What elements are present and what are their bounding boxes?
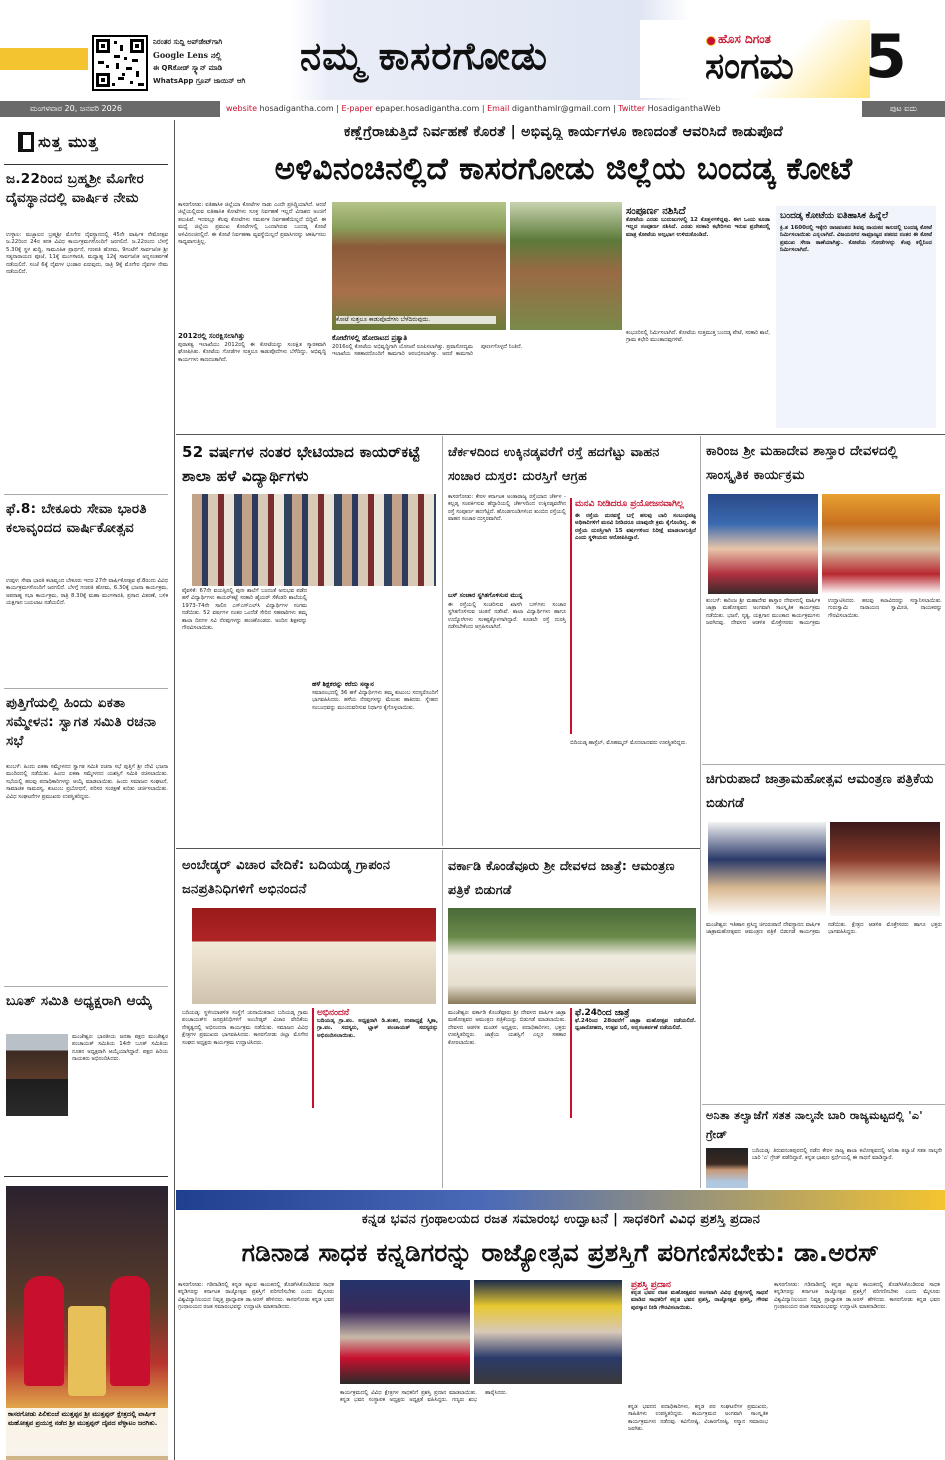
page-label: ಪುಟ ಐದು bbox=[889, 104, 918, 113]
road-box-body: ಈ ರಸ್ತೆಯ ದುರವಸ್ಥೆ ಬಗ್ಗೆ ಹಲವು ಬಾರಿ ಸಂಬಂಧಪಟ್ಟ ಅಧಿಕಾರಿಗಳಿಗೆ ಮನವಿ ನೀಡಿದರೂ ಯಾವುದೇ ಕ್ರಮ ಕೈಗೊಂಡಿಲ್ಲ. ಈ ರಸ್ತೆಯ ದುರಸ್ತಿಗಾಗಿ 15 ವರ್ಷಗಳಿಂದ ನಿರೀಕ್ಷೆ ಮಾಡಲಾಗುತ್ತಿದೆ ಎಂದು ಸ್ಥಳೀಯರು ಆರೋಪಿಸಿದ್ದಾರೆ. bbox=[575, 513, 696, 542]
contact-strip: website hosadigantha.com | E-paper epaper.hosadigantha.com | Email diganthamlr@gmail.com | Twitter HosadiganthaWeb bbox=[226, 104, 721, 113]
sidebar-story-2-headline: ಫೆ.8: ಬೇಕೂರು ಸೇವಾ ಭಾರತಿ ಕಲಾವೃಂದದ ವಾರ್ಷಿಕೋತ್ಸವ bbox=[6, 501, 147, 536]
road-headline: ಚೆರ್ಕಳದಿಂದ ಉಕ್ಕಿನಡ್ಕವರೆಗೆ ರಸ್ತೆ ಹದಗೆಟ್ಟು ವಾಹನ ಸಂಚಾರ ದುಸ್ತರ: ದುರಸ್ತಿಗೆ ಆಗ್ರಹ bbox=[448, 444, 660, 483]
story-road bbox=[444, 436, 698, 846]
masthead bbox=[0, 0, 945, 100]
sidebar-story-2-body: ಉಪ್ಪಳ: ಸೇವಾ ಭಾರತಿ ಕಲಾವೃಂದ ಬೇಕೂರು ಇದರ 27ನೇ ವಾರ್ಷಿಕೋತ್ಸವ ಫೆ.8ರಂದು ವಿವಿಧ ಕಾರ್ಯಕ್ರಮಗಳೊಂದಿಗೆ ಜರಗಲಿದೆ. ಬೆಳಗ್ಗೆ ಗಣಪತಿ ಹೋಮ, 6.30ಕ್ಕೆ ಭಜನಾ ಕಾರ್ಯಕ್ರಮ, ಅಪರಾಹ್ನ ಸಭಾ ಕಾರ್ಯಕ್ರಮ, ರಾತ್ರಿ 8.30ಕ್ಕೆ ಮಹಾ ಮಂಗಳಾರತಿ, ಪ್ರಸಾದ ವಿತರಣೆ, ಬಳಿಕ ಯಕ್ಷಗಾನ ಬಯಲಾಟ ನಡೆಯಲಿದೆ. bbox=[6, 578, 168, 607]
chiguru-photo-1 bbox=[708, 822, 826, 916]
lead-body-2: ಪುರಾತತ್ವ ಇಲಾಖೆಯು 2012ರಲ್ಲಿ ಈ ಕೋಟೆಯನ್ನು ಸಂರಕ್ಷಿತ ಸ್ಮಾರಕವಾಗಿ ಘೋಷಿಸಿತು. ಕೋಟೆಯ ಗೋಡೆಗಳ ಸುತ್ತಲೂ ಕಾಡುಪೊದೆಗಳು ಬೆಳೆದಿದ್ದು, ಅಭಿವೃದ್ಧಿ ಕಾರ್ಯಗಳು ಕಾಣದಂತಾಗಿದೆ. bbox=[178, 342, 326, 363]
sidebar-story-3-headline: ಪುತ್ತಿಗೆಯಲ್ಲಿ ಹಿಂದು ಏಕತಾ ಸಮ್ಮೇಳನ: ಸ್ವಾಗತ ಸಮಿತಿ ರಚನಾ ಸಭೆ bbox=[6, 695, 157, 749]
varkadi-photo bbox=[448, 908, 696, 1004]
twitter-label: Twitter bbox=[618, 104, 646, 113]
alumni-body-2: ಸಮಾರಂಭದಲ್ಲಿ 36 ಹಳೆ ವಿದ್ಯಾರ್ಥಿಗಳು ತಮ್ಮ ಕುಟುಂಬ ಸದಸ್ಯರೊಂದಿಗೆ ಭಾಗವಹಿಸಿದರು. ಹಳೆಯ ನೆನಪುಗಳನ್ನು ಮೆಲುಕು ಹಾಕಿದರು. ಸ್ನೇಹದ ಸಂಬಂಧವನ್ನು ಮುಂದುವರಿಸುವ ನಿರ್ಧಾರ ಕೈಗೊಳ್ಳಲಾಯಿತು. bbox=[312, 690, 438, 711]
brand-small: ಹೊಸ ದಿಗಂತ bbox=[718, 32, 771, 46]
epaper-label: E-paper bbox=[341, 104, 373, 113]
karinja-body: ಕುಂಬಳೆ: ಕಾರಿಂಜ ಶ್ರೀ ಮಹಾದೇವ ಶಾಸ್ತಾರ ದೇವಳದಲ್ಲಿ ವಾರ್ಷಿಕ ಜಾತ್ರಾ ಮಹೋತ್ಸವದ ಅಂಗವಾಗಿ ಸಾಂಸ್ಕೃತಿಕ ಕಾರ್ಯಕ್ರಮ ನಡೆಯಿತು. ಭಜನೆ, ನೃತ್ಯ, ಯಕ್ಷಗಾನ ಮುಂತಾದ ಕಾರ್ಯಕ್ರಮಗಳು ಜರಗಿದವು. ದೇವಳದ ಆಡಳಿತ ಮೊಕ್ತೇಸರರು ಕಾರ್ಯಕ್ರಮ ಉದ್ಘಾಟಿಸಿದರು. ಹಲವು ಕಲಾವಿದರನ್ನು ಸನ್ಮಾನಿಸಲಾಯಿತು. ಗುರುಸ್ವಾಮಿ ನಾರಾಯಣ ಸ್ವಾಮೀಜಿ, ನಾಯಕರನ್ನು ಗೌರವಿಸಲಾಯಿತು. bbox=[706, 598, 942, 627]
temple-caption: ಕಾಸರಗೋಡು ಪಿಲಿಕುಂಜೆ ಮುತ್ತಪ್ಪನ ಶ್ರೀ ಮುತ್ತಪ್ಪನ್ ಕ್ಷೇತ್ರದಲ್ಲಿ ವಾರ್ಷಿಕ ಮಹೋತ್ಸವ ಪ್ರಯುಕ್ತ ನಡೆದ ಶ್ರೀ ಮುತ್ತಪ್ಪನ್ ದೈವದ ವೆಳ್ಳಾಟಂ ಜರಗಿತು. bbox=[6, 1408, 168, 1456]
ambedkar-box-head: ಅಭಿನಂದನೆ bbox=[317, 1008, 350, 1018]
varkadi-box bbox=[570, 1008, 696, 1118]
masthead-accent bbox=[0, 48, 88, 70]
website-label: website bbox=[226, 104, 257, 113]
email-label: Email bbox=[487, 104, 510, 113]
road-box bbox=[570, 498, 696, 734]
fort-photo-2 bbox=[510, 202, 622, 330]
lead-box bbox=[626, 206, 770, 326]
lead-kicker: ಕಣ್ಣೆಗ್ರೆರಾಚುತ್ತಿದೆ ನಿರ್ವಹಣೆ ಕೊರತೆ | ಅಭಿವೃದ್ಧಿ ಕಾರ್ಯಗಳೂ ಕಾಣದಂತೆ ಆವರಿಸಿದೆ ಕಾಡುಪೊದೆ bbox=[344, 124, 783, 140]
page-number: 5 bbox=[865, 22, 907, 92]
anitha-photo bbox=[706, 1148, 748, 1188]
person-photo bbox=[6, 1034, 68, 1116]
date-strip bbox=[0, 101, 220, 117]
story-chiguru-head bbox=[702, 766, 945, 820]
epaper-link[interactable]: epaper.hosadigantha.com bbox=[375, 104, 480, 113]
book-icon bbox=[18, 132, 34, 152]
lead-body-1 bbox=[178, 202, 326, 330]
varkadi-box-head: ಫೆ.24ರಿಂದ ಜಾತ್ರೆ bbox=[575, 1008, 630, 1018]
road-sub: ಬಸ್ ಸಂಚಾರ ಸ್ಥಗಿತಗೊಳಿಸುವ ಮುನ್ನ bbox=[448, 592, 523, 599]
story-ambedkar bbox=[178, 850, 440, 1188]
bottom-box-body: ಕನ್ನಡ ಭವನ ರಜತ ಮಹೋತ್ಸವದ ಅಂಗವಾಗಿ ವಿವಿಧ ಕ್ಷೇತ್ರಗಳಲ್ಲಿ ಸಾಧನೆ ಮಾಡಿದ ಸಾಧಕರಿಗೆ ಕನ್ನಡ ಭವನ ಪ್ರಶಸ್ತಿ, ರಾಜ್ಯೋತ್ಸವ ಪ್ರಶಸ್ತಿ, ಗೌರವ ಪುರಸ್ಕಾರ ನೀಡಿ ಗೌರವಿಸಲಾಯಿತು. bbox=[631, 1290, 768, 1311]
sidebar-logo bbox=[18, 128, 158, 156]
qr-line-4: WhatsApp ಗ್ರೂಪ್ ಜಾಯಿನ್ ಆಗಿ bbox=[153, 77, 246, 85]
info-bar bbox=[0, 101, 945, 117]
lead-body-3: 2016ರಲ್ಲಿ ಕೋಟೆಯ ಅಭಿವೃದ್ಧಿಗಾಗಿ ಯೋಜನೆ ರೂಪಿಸಲಾಗಿತ್ತು. ಪ್ರವಾಸೋದ್ಯಮ ಇಲಾಖೆಯ ಸಹಕಾರದೊಂದಿಗೆ ಕಾಮಗಾರಿ ಆರಂಭಿಸಲಾಗಿತ್ತು. ಆದರೆ ಕಾಮಗಾರಿ ಪೂರ್ಣಗೊಳ್ಳದೆ ನಿಂತಿದೆ. bbox=[332, 344, 523, 358]
lamp-icon bbox=[706, 36, 716, 46]
bottom-photo-2 bbox=[474, 1280, 622, 1384]
story-varkadi bbox=[444, 850, 698, 1188]
story-chiguru bbox=[702, 822, 945, 1102]
ambedkar-box-body: ಬದಿಯಡ್ಕ ಗ್ರಾ.ಪಂ. ಅಧ್ಯಕ್ಷರಾಗಿ ಡಿ.ಶಂಕರ, ಉಪಾಧ್ಯಕ್ಷೆ ಸ್ಮಿತಾ, ಗ್ರಾ.ಪಂ. ಸದಸ್ಯರು, ಬ್ಲಾಕ್ ಪಂಚಾಯತ್ ಸದಸ್ಯರನ್ನು ಅಭಿನಂದಿಸಲಾಯಿತು. bbox=[317, 1018, 438, 1039]
lead-body-1-text: ಕಾಸರಗೋಡು: ಐತಿಹಾಸಿಕ ಜಿಲ್ಲೆಯಾ ಕೋಟೆಗಳ ನಾಡು ಎಂದೇ ಪ್ರಸಿದ್ಧಿಯಾಗಿದೆ. ಆದರೆ ಜಿಲ್ಲೆಯಲ್ಲಿರುವ ಐತಿಹಾಸಿಕ ಕೋಟೆಗಳು ಸೂಕ್ತ ನಿರ್ವಹಣೆ ಇಲ್ಲದೆ ವಿನಾಶದ ಅಂಚಿಗೆ ತಲುಪಿವೆ. ಇದರಲ್ಲೂ ಕೆಲವು ಕೋಟೆಗಳು ಸಮರ್ಪಕ ನಿರ್ವಹಣೆಯಿಲ್ಲದೆ ಬಿದ್ದಿವೆ. ಈ ಮಧ್ಯೆ ಜಿಲ್ಲೆಯ ಪ್ರಮುಖ ಕೋಟೆಗಳಲ್ಲಿ ಒಂದಾಗಿರುವ ಬಂದಡ್ಕ ಕೋಟೆ ಅಳಿವಿನಂಚಿನಲ್ಲಿದೆ. ಈ ಕೋಟೆ ನಿರ್ವಹಣಾ ವ್ಯವಸ್ಥೆಯಿಲ್ಲದೆ ಪ್ರವಾಸಿಗರನ್ನು ಆಕರ್ಷಿಸಲು ಸಾಧ್ಯವಾಗುತ್ತಿಲ್ಲ. bbox=[178, 202, 326, 246]
karinja-headline: ಕಾರಿಂಜ ಶ್ರೀ ಮಹಾದೇವ ಶಾಸ್ತಾರ ದೇವಳದಲ್ಲಿ ಸಾಂಸ್ಕೃತಿಕ ಕಾರ್ಯಕ್ರಮ bbox=[706, 444, 898, 483]
chiguru-headline: ಚಿಗುರುಪಾದೆ ಜಾತ್ರಾಮಹೋತ್ಸವ ಆಮಂತ್ರಣ ಪತ್ರಿಕೆಯ ಬಿಡುಗಡೆ bbox=[706, 772, 934, 811]
bottom-photo-1 bbox=[340, 1280, 470, 1384]
bottom-body-4: ಕಾಸರಗೋಡು: ಗಡಿನಾಡಿನಲ್ಲಿ ಕನ್ನಡ ಕಟ್ಟುವ ಕಾಯಕದಲ್ಲಿ ತೊಡಗಿಸಿಕೊಂಡಿರುವ ಸಾಧಕ ಕನ್ನಡಿಗರನ್ನು ಕರ್ನಾಟಕ ರಾಜ್ಯೋತ್ಸವ ಪ್ರಶಸ್ತಿಗೆ ಪರಿಗಣಿಸಬೇಕು ಎಂದು ಮೈಸೂರು ವಿಶ್ವವಿದ್ಯಾನಿಲಯದ ನಿವೃತ್ತ ಪ್ರಾಧ್ಯಾಪಕ ಡಾ.ಅರಸ್ ಹೇಳಿದರು. ಕಾಸರಗೋಡು ಕನ್ನಡ ಭವನ ಗ್ರಂಥಾಲಯದ ರಜತ ಸಮಾರಂಭವನ್ನು ಉದ್ಘಾಟಿಸಿ ಮಾತನಾಡಿದರು. bbox=[774, 1282, 940, 1311]
ambedkar-box bbox=[312, 1008, 438, 1108]
lead-sidebox-body: ಕ್ರಿ.ಶ 1600ರಲ್ಲಿ ಇಕ್ಕೇರಿ ರಾಜವಂಶದ ಶಿವಪ್ಪ ನಾಯಕನ ಕಾಲದಲ್ಲಿ ಬಂದಡ್ಕ ಕೋಟೆ ನಿರ್ಮಿಸಲಾಯಿತು ಎನ್ನಲಾಗಿದೆ. ವಿಜಯನಗರ ಸಾಮ್ರಾಜ್ಯದ ಪತನದ ನಂತರ ಈ ಕೋಟೆ ಪ್ರಮುಖ ಸೇನಾ ಠಾಣೆಯಾಗಿತ್ತು. ಕೋಟೆಯ ಗೋಡೆಗಳನ್ನು ಕೆಂಪು ಕಲ್ಲಿನಿಂದ ನಿರ್ಮಿಸಲಾಗಿದೆ. bbox=[780, 225, 932, 254]
qr-line-2: Google Lens ನಲ್ಲಿ bbox=[153, 50, 222, 60]
karinja-photo-1 bbox=[708, 494, 818, 594]
road-tail: ಬಿದಿಯಡ್ಕ ಹಾಸ್ಟೆಲ್, ಮೊಹಮ್ಮದ್ ಮೊದಲಾದವರು ಉಪಸ್ಥಿತರಿದ್ದರು. bbox=[570, 740, 687, 746]
alumni-headline: 52 ವರ್ಷಗಳ ನಂತರ ಭೇಟಿಯಾದ ಕಾಯರ್‌ಕಟ್ಟೆ ಶಾಲಾ ಹಳೆ ವಿದ್ಯಾರ್ಥಿಗಳು bbox=[182, 443, 421, 485]
bottom-box bbox=[628, 1280, 768, 1400]
lead-box-body: ಕೋಟೆಯ ಎರಡು ಬುರುಜುಗಳಲ್ಲಿ 12 ಕೊತ್ತಳಗಳಿದ್ದವು. ಈಗ ಒಂದು ಕೂಡಾ ಇಲ್ಲದ ಸಂಪೂರ್ಣ ನಶಿಸಿದೆ. ಎರಡು ಸರಕಾರಿ ಕಛೇರಿಗಳು ಇರುವ ಪ್ರದೇಶದಲ್ಲಿ ಮಾತ್ರ ಕೋಟೆಯ ಅಲ್ಪಭಾಗ ಉಳಿದುಕೊಂಡಿದೆ. bbox=[626, 217, 770, 238]
road-body: ಕಾಸರಗೋಡು: ಕೇರಳ ಕರ್ನಾಟಕ ಅಂತಾರಾಜ್ಯ ರಸ್ತೆಯಾದ ಚೆರ್ಕಳ - ಕಲ್ಲಡ್ಕ ಸಂಪರ್ಕಿಸುವ ಹೆದ್ದಾರಿಯಲ್ಲಿ ಚೆರ್ಕಳದಿಂದ ಉಕ್ಕಿನಡ್ಕವರೆಗಿನ ರಸ್ತೆ ಸಂಪೂರ್ಣ ಹದಗೆಟ್ಟಿದೆ. ಹೊಂಡಗುಂಡಿಗಳಿಂದ ತುಂಬಿದ ರಸ್ತೆಯಲ್ಲಿ ವಾಹನ ಸಂಚಾರ ದುಸ್ತರವಾಗಿದೆ. bbox=[448, 494, 566, 523]
lead-body-4: ಕಂಭೂರಿನಲ್ಲಿ ನಿರ್ಮಿಸಲಾಗಿದೆ. ಕೋಟೆಯ ಸುತ್ತಮುತ್ತ ಬಂದಡ್ಕ ಪೇಟೆ, ಸರಕಾರಿ ಶಾಲೆ, ಗ್ರಾಮ ಕಛೇರಿ ಮುಂತಾದವುಗಳಿವೆ. bbox=[626, 330, 770, 344]
varkadi-body: ಮಂಜೇಶ್ವರ: ವರ್ಕಾಡಿ ಕೊಂಡೆವೂರು ಶ್ರೀ ದೇವಳದ ವಾರ್ಷಿಕ ಜಾತ್ರಾ ಮಹೋತ್ಸವದ ಆಮಂತ್ರಣ ಪತ್ರಿಕೆಯನ್ನು ಬಿಡುಗಡೆ ಮಾಡಲಾಯಿತು. ದೇವಳದ ಆಡಳಿತ ಮಂಡಳಿ ಅಧ್ಯಕ್ಷರು, ಪದಾಧಿಕಾರಿಗಳು, ಭಕ್ತರು ಉಪಸ್ಥಿತರಿದ್ದರು. ಜಾತ್ರೆಯ ಯಶಸ್ವಿಗೆ ಎಲ್ಲರ ಸಹಕಾರ ಕೋರಲಾಯಿತು. bbox=[448, 1010, 566, 1046]
email-link[interactable]: diganthamlr@gmail.com bbox=[511, 104, 611, 113]
sidebar-story-1-body: ಉಳ್ಳಾಲ: ಮಜ್ಜಾಲದ ಬ್ರಹ್ಮಶ್ರೀ ಮೊಗೇರ ದೈವಸ್ಥಾನದಲ್ಲಿ 45ನೇ ವಾರ್ಷಿಕ ನೇಮೋತ್ಸವ ಜ.22ರಿಂದ 24ರ ತನಕ ವಿವಿಧ ಕಾರ್ಯಕ್ರಮಗಳೊಂದಿಗೆ ಜರಗಲಿದೆ. ಜ.22ರಂದು ಬೆಳಗ್ಗೆ 5.30ಕ್ಕೆ ಸ್ಥಳ ಶುದ್ಧಿ, ಸಾಮೂಹಿಕ ಪ್ರಾರ್ಥನೆ, ಗಣಪತಿ ಹೋಮ, 9ಗಂಟೆಗೆ ಸಾರ್ವಜನಿಕ ಶ್ರೀ ಸತ್ಯನಾರಾಯಣ ಪೂಜೆ, 11ಕ್ಕೆ ಮಂಗಳಾರತಿ, ಮಧ್ಯಾಹ್ನ 12ಕ್ಕೆ ಸಾರ್ವಜನಿಕ ಅನ್ನಸಂತರ್ಪಣೆ ನಡೆಯಲಿದೆ. ಸಂಜೆ 6ಕ್ಕೆ ದೈವಗಳ ಭಂಡಾರ ಏರುವುದು, ರಾತ್ರಿ 9ಕ್ಕೆ ಮೊಗೇರ ದೈವಗಳ ನೇಮ ನಡೆಯಲಿದೆ. bbox=[6, 232, 168, 276]
lead-sub-2: ಕೋಟೆಗಳಲ್ಲಿ ಹೋರಾಟದ ಪ್ರತ್ಯಾತಿ bbox=[332, 334, 408, 342]
road-box-head: ಮನವಿ ನೀಡಿದರೂ ಪ್ರಯೋಜನವಾಗಿಲ್ಲ bbox=[575, 499, 684, 509]
issue-date: ಮಂಗಳವಾರ 20, ಜನವರಿ 2026 bbox=[30, 104, 122, 113]
alumni-sub: ಹಳೆ ಶಿಕ್ಷಕರನ್ನು ಕರೆದು ಸನ್ಮಾನ bbox=[312, 680, 374, 688]
lead-story bbox=[176, 120, 945, 432]
website-link[interactable]: hosadigantha.com bbox=[259, 104, 334, 113]
sidebar bbox=[0, 120, 172, 1460]
fort-photo-caption: ಕೋಟೆ ಸುತ್ತಲೂ ಕಾಡುಪೊದೆಗಳು ಬೆಳೆದಿರುವುದು. bbox=[336, 316, 496, 324]
sidebar-story-4-body: ಮಂಜೇಶ್ವರ: ಭಾರತೀಯ ಜನತಾ ಪಕ್ಷದ ಮಂಜೇಶ್ವರ ಪಂಚಾಯತ್ ಸಮಿತಿಯ 14ನೇ ಬೂತ್ ಸಮಿತಿಯ ನೂತನ ಅಧ್ಯಕ್ಷರಾಗಿ ಆಯ್ಕೆಯಾಗಿದ್ದಾರೆ. ಪಕ್ಷದ ಹಿರಿಯ ನಾಯಕರು ಅಭಿನಂದಿಸಿದರು. bbox=[72, 1034, 168, 1063]
page-label-strip bbox=[862, 101, 945, 117]
sidebar-story-4-headline: ಬೂತ್ ಸಮಿತಿ ಅಧ್ಯಕ್ಷರಾಗಿ ಆಯ್ಕೆ bbox=[6, 993, 153, 1009]
sidebar-story-3-body: ಕುಂಬಳೆ: ಹಿಂದು ಏಕತಾ ಸಮ್ಮೇಳನದ ಸ್ವಾಗತ ಸಮಿತಿ ರಚನಾ ಸಭೆ ಪುತ್ತಿಗೆ ಶ್ರೀ ದೇವಿ ಭಜನಾ ಮಂದಿರದಲ್ಲಿ ನಡೆಯಿತು. ಹಿಂದು ಏಕತಾ ಸಮ್ಮೇಳನದ ಯಶಸ್ಸಿಗೆ ಸಮಿತಿ ರಚಿಸಲಾಯಿತು. ಸಭೆಯಲ್ಲಿ ಹಲವು ಪದಾಧಿಕಾರಿಗಳನ್ನು ಆಯ್ಕೆ ಮಾಡಲಾಯಿತು. ಹಿಂದು ಸಮಾಜದ ಸಂಘಟನೆ, ಸಾಮಾಜಿಕ ಸಾಮರಸ್ಯ, ಕುಟುಂಬ ಪ್ರಬೋಧನೆ, ಪರಿಸರ ಸಂರಕ್ಷಣೆ ಕುರಿತು ಚರ್ಚಿಸಲಾಯಿತು. ವಿವಿಧ ಸಂಘಟನೆಗಳ ಪ್ರಮುಖರು ಉಪಸ್ಥಿತರಿದ್ದರು. bbox=[6, 764, 168, 800]
ambedkar-headline: ಅಂಬೇಡ್ಕರ್ ವಿಚಾರ ವೇದಿಕೆ: ಬದಿಯಡ್ಕ ಗ್ರಾಪಂನ ಜನಪ್ರತಿನಿಧಿಗಳಿಗೆ ಅಭಿನಂದನೆ bbox=[182, 858, 391, 897]
bottom-headline: ಗಡಿನಾಡ ಸಾಧಕ ಕನ್ನಡಿಗರನ್ನು ರಾಜ್ಯೋತ್ಸವ ಪ್ರಶಸ್ತಿಗೆ ಪರಿಗಣಿಸಬೇಕು: ಡಾ.ಅರಸ್ bbox=[241, 1238, 880, 1267]
lead-sidebox bbox=[776, 206, 936, 428]
ambedkar-body: ಬದಿಯಡ್ಕ: ಸ್ಥಳೀಯಾಡಳಿತ ಸಂಸ್ಥೆಗೆ ಚುನಾಯಿತರಾದ ಬದಿಯಡ್ಕ ಗ್ರಾಮ ಪಂಚಾಯತ್‌ನ ಜನಪ್ರತಿನಿಧಿಗಳಿಗೆ ಅಂಬೇಡ್ಕರ್ ವಿಚಾರ ವೇದಿಕೆಯ ನೇತೃತ್ವದಲ್ಲಿ ಅಭಿನಂದನಾ ಕಾರ್ಯಕ್ರಮ ನಡೆಯಿತು. ಸಮಾಜದ ವಿವಿಧ ಕ್ಷೇತ್ರಗಳ ಪ್ರಮುಖರು ಭಾಗವಹಿಸಿದರು. ಕಾಸರಗೋಡು ಜಿಲ್ಲಾ ಮೊಗೇರ ಸಂಘದ ಅಧ್ಯಕ್ಷರು ಕಾರ್ಯಕ್ರಮ ಉದ್ಘಾಟಿಸಿದರು. bbox=[182, 1010, 308, 1046]
masthead-title: ನಮ್ಮ ಕಾಸರಗೋಡು bbox=[300, 34, 549, 78]
bottom-body-3: ಕನ್ನಡ ಭವನದ ಪದಾಧಿಕಾರಿಗಳು, ಕನ್ನಡ ಪರ ಸಂಘಟನೆಗಳ ಪ್ರಮುಖರು, ಸಾಹಿತಿಗಳು ಉಪಸ್ಥಿತರಿದ್ದರು. ಕಾರ್ಯಕ್ರಮದ ಅಂಗವಾಗಿ ಸಾಂಸ್ಕೃತಿಕ ಕಾರ್ಯಕ್ರಮಗಳು ನಡೆದವು. ಕವಿಗೋಷ್ಠಿ, ವಿಚಾರಗೋಷ್ಠಿ, ಸನ್ಮಾನ ಸಮಾರಂಭ ಜರಗಿತು. bbox=[628, 1404, 768, 1433]
sidebar-logo-text: ಸುತ್ತ ಮುತ್ತ bbox=[38, 133, 99, 151]
sidebar-story-1-headline: ಜ.22ರಿಂದ ಬ್ರಹ್ಮಶ್ರೀ ಮೊಗೇರ ದೈವಸ್ಥಾನದಲ್ಲಿ ವಾರ್ಷಿಕ ನೇಮ bbox=[6, 171, 144, 206]
story-anitha bbox=[702, 1106, 945, 1188]
chiguru-photo-2 bbox=[830, 822, 940, 916]
alumni-photo bbox=[192, 494, 436, 586]
fort-photo-1 bbox=[332, 202, 506, 330]
lead-box-head: ಸಂಪೂರ್ಣ ನಶಿಸಿದೆ bbox=[626, 206, 686, 217]
story-bottom bbox=[176, 1192, 945, 1460]
lead-sub-1: 2012ರಲ್ಲಿ ಸಂರಕ್ಷಿಸಲಾಗಿತ್ತು bbox=[178, 332, 245, 340]
alumni-body: ಪೈವಳಿಕೆ: 67ನೇ ವಯಸ್ಸಿನಲ್ಲಿ ಪುನಃ ಶಾಲೆಗೆ ಬಂದಂತೆ ಅನುಭವ ಪಡೆದ ಹಳೆ ವಿದ್ಯಾರ್ಥಿಗಳು ಕಾಯರ್‌ಕಟ್ಟೆ ಸರಕಾರಿ ಹೈಯರ್ ಸೆಕೆಂಡರಿ ಶಾಲೆಯಲ್ಲಿ 1973-74ನೇ ಸಾಲಿನ ಎಸ್ಎಸ್ಎಲ್‌ಸಿ ವಿದ್ಯಾರ್ಥಿಗಳ ಸಂಗಮ ನಡೆಯಿತು. 52 ವರ್ಷಗಳ ನಂತರ ಒಂದೆಡೆ ಸೇರಿದ ಸಹಪಾಠಿಗಳು ತಮ್ಮ ಶಾಲಾ ದಿನಗಳ ಸವಿ ನೆನಪುಗಳನ್ನು ಹಂಚಿಕೊಂಡರು. ಅಂದಿನ ಶಿಕ್ಷಕರನ್ನು ಗೌರವಿಸಲಾಯಿತು. bbox=[182, 588, 307, 632]
lead-headline: ಅಳಿವಿನಂಚಿನಲ್ಲಿದೆ ಕಾಸರಗೋಡು ಜಿಲ್ಲೆಯ ಬಂದಡ್ಕ ಕೋಟೆ bbox=[274, 151, 853, 187]
brand-big: ಸಂಗಮ bbox=[705, 46, 794, 87]
anitha-headline: ಅನಿತಾ ತಲ್ವಾಜೆಗೆ ಸತತ ನಾಲ್ಕನೇ ಬಾರಿ ರಾಜ್ಯಮಟ್ಟದಲ್ಲಿ 'ಎ' ಗ್ರೇಡ್ bbox=[706, 1109, 923, 1141]
qr-line-1: ನಿರಂತರ ಸುದ್ದಿ ಅಪ್‌ಡೇಟ್‌ಗಾಗಿ bbox=[153, 38, 223, 46]
karinja-photo-2 bbox=[822, 494, 940, 594]
story-alumni bbox=[178, 436, 440, 846]
varkadi-box-body: ಫೆ.24ರಿಂದ 28ರವರೆಗೆ ಜಾತ್ರಾ ಮಹೋತ್ಸವ ನಡೆಯಲಿದೆ. ಧ್ವಜಾರೋಹಣ, ಉತ್ಸವ ಬಲಿ, ಅನ್ನಸಂತರ್ಪಣೆ ನಡೆಯಲಿದೆ. bbox=[575, 1018, 696, 1032]
road-body-2: ಈ ರಸ್ತೆಯಲ್ಲಿ ಸಂಚರಿಸುವ ಖಾಸಗಿ ಬಸ್‌ಗಳು ಸಂಚಾರ ಸ್ಥಗಿತಗೊಳಿಸುವ ಚಿಂತನೆ ನಡೆಸಿವೆ. ಶಾಲಾ ವಿದ್ಯಾರ್ಥಿಗಳು ಹಾಗೂ ಉದ್ಯೋಗಿಗಳು ಸಂಕಷ್ಟಕ್ಕೊಳಗಾಗಿದ್ದಾರೆ. ಕೂಡಲೇ ರಸ್ತೆ ದುರಸ್ತಿ ನಡೆಸಬೇಕೆಂದು ಆಗ್ರಹಿಸಲಾಗಿದೆ. bbox=[448, 602, 566, 631]
chiguru-body: ಮಂಜೇಶ್ವರ: ಇತಿಹಾಸ ಪ್ರಸಿದ್ಧ ಚಿಗುರುಪಾದೆ ದೇವಸ್ಥಾನದ ವಾರ್ಷಿಕ ಜಾತ್ರಾಮಹೋತ್ಸವದ ಆಮಂತ್ರಣ ಪತ್ರಿಕೆ ಬಿಡುಗಡೆ ಕಾರ್ಯಕ್ರಮ ನಡೆಯಿತು. ಕ್ಷೇತ್ರದ ಆಡಳಿತ ಮೊಕ್ತೇಸರರು ಹಾಗೂ ಭಕ್ತರು ಭಾಗವಹಿಸಿದ್ದರು. bbox=[706, 922, 942, 936]
bottom-body-2: ಕಾರ್ಯಕ್ರಮದಲ್ಲಿ ವಿವಿಧ ಕ್ಷೇತ್ರಗಳ ಸಾಧಕರಿಗೆ ಪ್ರಶಸ್ತಿ ಪ್ರದಾನ ಮಾಡಲಾಯಿತು. ಕನ್ನಡ ಭವನ ಸಂಸ್ಥಾಪಕ ಅಧ್ಯಕ್ಷರು ಅಧ್ಯಕ್ಷತೆ ವಹಿಸಿದ್ದರು. ಗಣ್ಯರು ಶುಭ ಹಾರೈಸಿದರು. bbox=[340, 1390, 508, 1404]
lead-sidebox-head: ಬಂದಡ್ಕ ಕೋಟೆಯ ಐತಿಹಾಸಿಕ ಹಿನ್ನೆಲೆ bbox=[780, 211, 889, 221]
bottom-kicker: ಕನ್ನಡ ಭವನ ಗ್ರಂಥಾಲಯದ ರಜತ ಸಮಾರಂಭ ಉದ್ಘಾಟನೆ | ಸಾಧಕರಿಗೆ ವಿವಿಧ ಪ್ರಶಸ್ತಿ ಪ್ರದಾನ bbox=[361, 1212, 761, 1227]
story-karinja bbox=[702, 436, 945, 762]
varkadi-headline: ವರ್ಕಾಡಿ ಕೊಂಡೆವೂರು ಶ್ರೀ ದೇವಳದ ಜಾತ್ರೆ: ಆಮಂತ್ರಣ ಪತ್ರಿಕೆ ಬಿಡುಗಡೆ bbox=[448, 858, 675, 897]
ambedkar-photo bbox=[192, 908, 436, 1004]
bottom-body-1: ಕಾಸರಗೋಡು: ಗಡಿನಾಡಿನಲ್ಲಿ ಕನ್ನಡ ಕಟ್ಟುವ ಕಾಯಕದಲ್ಲಿ ತೊಡಗಿಸಿಕೊಂಡಿರುವ ಸಾಧಕ ಕನ್ನಡಿಗರನ್ನು ಕರ್ನಾಟಕ ರಾಜ್ಯೋತ್ಸವ ಪ್ರಶಸ್ತಿಗೆ ಪರಿಗಣಿಸಬೇಕು ಎಂದು ಮೈಸೂರು ವಿಶ್ವವಿದ್ಯಾನಿಲಯದ ನಿವೃತ್ತ ಪ್ರಾಧ್ಯಾಪಕ ಡಾ.ಅರಸ್ ಹೇಳಿದರು. ಕಾಸರಗೋಡು ಕನ್ನಡ ಭವನ ಗ್ರಂಥಾಲಯದ ರಜತ ಸಮಾರಂಭವನ್ನು ಉದ್ಘಾಟಿಸಿ ಮಾತನಾಡಿದರು. bbox=[178, 1282, 334, 1311]
anitha-body: ಬದಿಯಡ್ಕ: ತಿರುವನಂತಪುರದಲ್ಲಿ ನಡೆದ ಕೇರಳ ರಾಜ್ಯ ಶಾಲಾ ಕಲೋತ್ಸವದಲ್ಲಿ ಅನಿತಾ ತಲ್ವಾಜೆ ಸತತ ನಾಲ್ಕನೇ ಬಾರಿ 'ಎ' ಗ್ರೇಡ್ ಪಡೆದಿದ್ದಾರೆ. ಕನ್ನಡ ಭಾಷಣ ಸ್ಪರ್ಧೆಯಲ್ಲಿ ಈ ಸಾಧನೆ ಮಾಡಿದ್ದಾರೆ. bbox=[752, 1148, 942, 1162]
twitter-link[interactable]: HosadiganthaWeb bbox=[647, 104, 721, 113]
qr-text bbox=[153, 36, 293, 88]
qr-line-3: ಈ QRಕೋಡ್ ಸ್ಕ್ಯಾನ್ ಮಾಡಿ bbox=[153, 64, 223, 72]
bottom-box-head: ಪ್ರಶಸ್ತಿ ಪ್ರದಾನ bbox=[631, 1280, 671, 1290]
qr-code-icon[interactable] bbox=[92, 35, 148, 91]
